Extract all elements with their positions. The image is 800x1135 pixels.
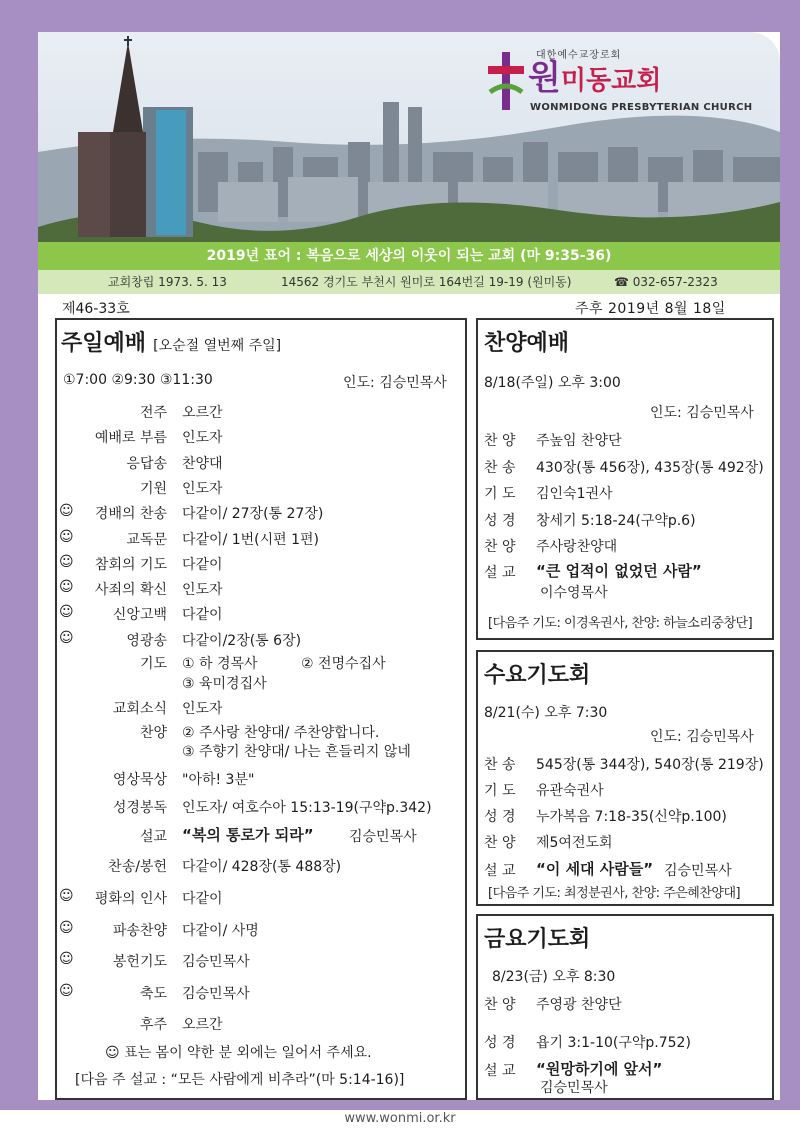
program-row-value: 창세기 5:18-24(구약p.6) bbox=[536, 512, 696, 529]
order-item-label: 교독문 bbox=[126, 531, 167, 548]
order-item-value: 인도자 bbox=[182, 480, 223, 497]
praise-sermon-label: 설 교 bbox=[484, 565, 516, 581]
issue-number: 제46-33호 bbox=[62, 301, 130, 317]
order-item-value: 다같이/ 1번(시편 1편) bbox=[182, 531, 320, 548]
order-item-label: 사죄의 확신 bbox=[94, 582, 167, 599]
program-row-label: 찬 양 bbox=[484, 539, 516, 555]
order-item-label: 파송찬양 bbox=[112, 922, 167, 939]
choir-label: 찬양 bbox=[139, 725, 167, 741]
order-item-value: 김승민목사 bbox=[182, 954, 250, 970]
program-row-value: 김인숙1권사 bbox=[536, 486, 613, 502]
wednesday-when: 8/21(수) 오후 7:30 bbox=[484, 705, 608, 721]
stand-up-smiley-icon: ☺ bbox=[59, 629, 74, 646]
order-item-label: 축도 bbox=[139, 985, 167, 1002]
program-row-label: 찬 송 bbox=[484, 757, 516, 773]
program-row-label: 기 도 bbox=[484, 783, 516, 799]
order-item-label: 후주 bbox=[139, 1017, 167, 1033]
sermon-title: “복의 통로가 되라” bbox=[182, 826, 314, 844]
program-row-value: 누가복음 7:18-35(신약p.100) bbox=[536, 809, 727, 825]
order-item-value: 인도자 bbox=[182, 582, 223, 599]
program-row-value: 주사랑찬양대 bbox=[536, 539, 618, 555]
order-item-value: 김승민목사 bbox=[182, 985, 250, 1002]
order-item-value: 인도자 bbox=[182, 430, 223, 447]
order-item-label: 경배의 찬송 bbox=[94, 506, 167, 523]
border-bottom bbox=[0, 1100, 800, 1110]
stand-up-smiley-icon: ☺ bbox=[59, 579, 74, 596]
program-row-value: 욥기 3:1-10(구약p.752) bbox=[536, 1035, 691, 1051]
choir-2: ③ 주향기 찬양대/ 나는 흔들리지 않네 bbox=[182, 744, 411, 760]
stand-up-smiley-icon: ☺ bbox=[59, 888, 74, 904]
reading-value: 인도자/ 여호수아 15:13-19(구약p.342) bbox=[182, 800, 432, 816]
program-row-label: 기 도 bbox=[484, 486, 516, 502]
stand-up-smiley-icon: ☺ bbox=[59, 604, 74, 621]
order-item-label: 응답송 bbox=[126, 455, 167, 472]
order-item-label: 평화의 인사 bbox=[94, 891, 167, 907]
program-row-value: 430장(통 456장), 435장(통 492장) bbox=[536, 459, 764, 476]
program-row-label: 성 경 bbox=[484, 1035, 516, 1051]
logo-english: WONMIDONG PRESBYTERIAN CHURCH bbox=[530, 102, 753, 113]
order-item-value: 다같이/ 사명 bbox=[182, 922, 259, 939]
program-row-value: 주영광 찬양단 bbox=[536, 997, 622, 1013]
order-item-value: 다같이 bbox=[182, 891, 223, 907]
stand-up-smiley-icon: ☺ bbox=[59, 982, 74, 999]
logo-title-b: 미동교회 bbox=[560, 66, 662, 96]
order-item-value: 다같이/2장(통 6장) bbox=[182, 632, 302, 649]
order-item-value: 오르간 bbox=[182, 1017, 223, 1033]
offering-label: 찬송/봉헌 bbox=[108, 859, 167, 875]
order-item-label: 신앙고백 bbox=[112, 607, 167, 624]
video-label: 영상묵상 bbox=[112, 772, 167, 788]
info-banner bbox=[38, 270, 780, 294]
wednesday-sermon-title: “이 세대 사람들” bbox=[536, 860, 654, 878]
sunday-subtitle: [오순절 열번째 주일] bbox=[153, 338, 282, 354]
logo-title-a: 원 bbox=[528, 58, 561, 98]
stand-up-smiley-icon: ☺ bbox=[59, 503, 74, 520]
order-item-value: 다같이/ 27장(통 27장) bbox=[182, 506, 324, 523]
sunday-leader: 인도: 김승민목사 bbox=[343, 375, 447, 391]
order-item-label: 기원 bbox=[139, 480, 167, 497]
border-top bbox=[0, 0, 800, 32]
news-label: 교회소식 bbox=[112, 701, 167, 717]
program-row-label: 성 경 bbox=[484, 809, 516, 825]
wednesday-prayer-box bbox=[476, 650, 774, 906]
wednesday-next: [다음주 기도: 최정분권사, 찬양: 주은혜찬양대] bbox=[488, 886, 741, 901]
logo-title bbox=[528, 60, 661, 99]
friday-prayer-box bbox=[476, 914, 774, 1100]
wednesday-sermon-label: 설 교 bbox=[484, 863, 516, 879]
praise-leader: 인도: 김승민목사 bbox=[650, 405, 754, 421]
praise-sermon-preacher: 이수영목사 bbox=[540, 585, 608, 601]
praise-sermon-title: “큰 업적이 없었던 사람” bbox=[536, 562, 702, 580]
sunday-worship-box bbox=[55, 318, 467, 1100]
friday-sermon-title: “원망하기에 앞서” bbox=[536, 1060, 663, 1078]
order-item-value: 다같이 bbox=[182, 556, 223, 573]
founded-date: 교회창립 1973. 5. 13 bbox=[108, 275, 227, 289]
footer-website: www.wonmi.or.kr bbox=[344, 1111, 456, 1126]
prayer-3: ③ 육미경집사 bbox=[182, 676, 267, 692]
sermon-preacher: 김승민목사 bbox=[349, 829, 417, 845]
program-row-label: 찬 양 bbox=[484, 835, 516, 851]
logo-subtitle: 대한예수교장로회 bbox=[536, 50, 622, 61]
bulletin-date: 주후 2019년 8월 18일 bbox=[575, 301, 726, 317]
church-phone: ☎ 032-657-2323 bbox=[614, 275, 718, 289]
sunday-title: 주일예배 bbox=[61, 331, 147, 356]
stand-up-smiley-icon: ☺ bbox=[59, 553, 74, 570]
order-item-label: 예배로 부름 bbox=[94, 430, 167, 447]
friday-sermon-preacher: 김승민목사 bbox=[540, 1080, 608, 1096]
border-left bbox=[0, 0, 38, 1107]
choir-1: ② 주사랑 찬양대/ 주찬양합니다. bbox=[182, 725, 380, 741]
sunday-heading bbox=[61, 326, 281, 357]
praise-when: 8/18(주일) 오후 3:00 bbox=[484, 375, 621, 391]
video-value: "아하! 3분" bbox=[182, 772, 255, 788]
next-sermon: [다음 주 설교 : “모든 사람에게 비추라”(마 5:14-16)] bbox=[75, 1072, 405, 1088]
praise-title: 찬양예배 bbox=[484, 331, 570, 356]
order-item-label: 참회의 기도 bbox=[94, 556, 167, 573]
program-row-label: 찬 송 bbox=[484, 459, 516, 476]
news-value: 인도자 bbox=[182, 701, 223, 717]
motto-banner: 2019년 표어 : 복음으로 세상의 이웃이 되는 교회 (마 9:35-36) bbox=[38, 242, 780, 270]
program-row-label: 성 경 bbox=[484, 512, 516, 529]
praise-worship-box bbox=[476, 318, 774, 640]
sermon-label: 설교 bbox=[139, 829, 167, 845]
order-item-value: 다같이 bbox=[182, 607, 223, 624]
program-row-value: 주높임 찬양단 bbox=[536, 433, 622, 449]
program-row-value: 제5여전도회 bbox=[536, 835, 613, 851]
cross-logo-icon bbox=[486, 52, 526, 112]
stand-up-smiley-icon: ☺ bbox=[59, 919, 74, 936]
program-row-label: 찬 양 bbox=[484, 433, 516, 449]
order-item-label: 영광송 bbox=[126, 632, 167, 649]
church-address: 14562 경기도 부천시 원미로 164번길 19-19 (원미동) bbox=[281, 275, 572, 289]
program-row-value: 545장(통 344장), 540장(통 219장) bbox=[536, 757, 764, 773]
prayer-2: ② 전명수집사 bbox=[301, 656, 386, 672]
wednesday-leader: 인도: 김승민목사 bbox=[650, 729, 754, 745]
border-right bbox=[780, 0, 800, 1107]
order-item-value: 찬양대 bbox=[182, 455, 223, 472]
stand-up-smiley-icon: ☺ bbox=[59, 528, 74, 545]
friday-when: 8/23(금) 오후 8:30 bbox=[492, 969, 616, 985]
service-times: ①7:00 ②9:30 ③11:30 bbox=[63, 372, 213, 388]
reading-label: 성경봉독 bbox=[112, 800, 167, 816]
prayer-1: ① 하 경목사 bbox=[182, 656, 258, 672]
order-item-label: 전주 bbox=[139, 405, 167, 421]
header-photo bbox=[38, 32, 780, 242]
friday-title: 금요기도회 bbox=[484, 927, 591, 952]
friday-sermon-label: 설 교 bbox=[484, 1063, 516, 1079]
wednesday-title: 수요기도회 bbox=[484, 663, 591, 688]
order-item-label: 봉헌기도 bbox=[112, 954, 167, 970]
program-row-label: 찬 양 bbox=[484, 997, 516, 1013]
stand-up-smiley-icon: ☺ bbox=[59, 951, 74, 967]
praise-next: [다음주 기도: 이경옥권사, 찬양: 하늘소리중창단] bbox=[488, 616, 753, 631]
wednesday-sermon-preacher: 김승민목사 bbox=[664, 863, 732, 879]
standing-note: ☺ 표는 몸이 약한 분 외에는 일어서 주세요. bbox=[105, 1045, 372, 1061]
order-item-value: 오르간 bbox=[182, 405, 223, 421]
offering-value: 다같이/ 428장(통 488장) bbox=[182, 859, 342, 875]
program-row-value: 유관숙권사 bbox=[536, 783, 604, 799]
prayer-label: 기도 bbox=[139, 656, 167, 672]
